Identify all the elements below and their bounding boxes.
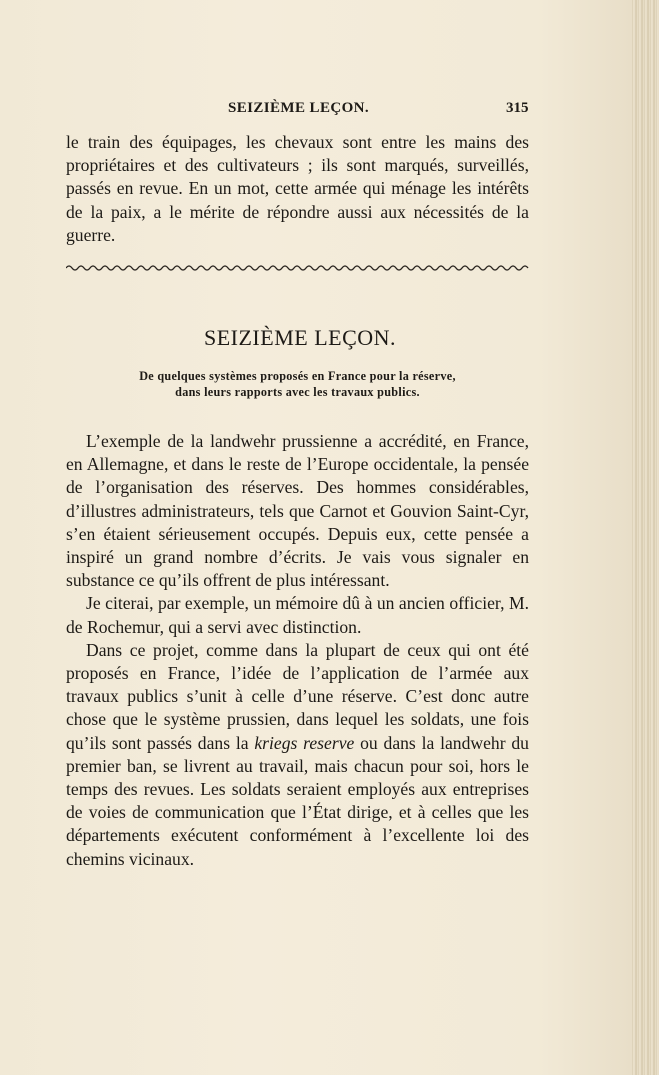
carryover-paragraph: le train des équipages, les chevaux sont entre les mains des propriétaires et des cultivateurs ; ils sont marqués, surveillés, passés en revue. En un mot, cette armée qui ménage les intérêts de la paix, a le mérite de répondre aussi aux nécessités de la guerre.	[66, 132, 529, 245]
paragraph-1: L’exemple de la landwehr prussienne a accrédité, en France, en Allemagne, et dans le reste de l’Europe occidentale, la pensée de l’organisation des réserves. Des hommes considérables, d’illustres administrateurs, tels que Carnot et Gouvion Saint-Cyr, s’en étaient sérieusement occupés. Depuis eux, cette pensée a inspiré un grand nombre d’écrits. Je vais vous signaler en substance ce qu’ils offrent de plus intéressant.	[66, 431, 529, 591]
chapter-title: SEIZIÈME LEÇON.	[203, 325, 397, 350]
carryover-paragraph-block	[66, 131, 529, 247]
page-header	[0, 100, 632, 122]
page-edge	[632, 0, 659, 1075]
main-text	[66, 430, 529, 871]
paragraph-2: Je citerai, par exemple, un mémoire dû à un ancien officier, M. de Rochemur, qui a servi avec distinction.	[66, 593, 529, 637]
ornamental-rule	[66, 263, 529, 273]
chapter-subtitle-line-1: De quelques systèmes proposés en France pour la réserve,	[139, 369, 456, 383]
paragraph-3	[66, 639, 529, 871]
page-number: 315	[506, 100, 529, 116]
paragraph-3-part-1: Dans ce projet, comme dans la plupart de ceux qui ont été proposés en France, l’idée de l’application de l’armée aux travaux publics s’unit à celle d’une réserve. C’est donc autre chose que le système prussien, dans lequel les soldats, une fois qu’ils sont passés dans la	[66, 639, 529, 753]
chapter-subtitle-line-2: dans leurs rapports avec les travaux publics.	[175, 385, 420, 399]
paragraph-3-part-2: ou dans la landwehr du premier ban, se livrent au travail, mais chacun pour soi, hors le temps des revues. Les soldats seraient employés aux entreprises de voies de communication que l’État dirige, et à celles que les départements exécutent conformément à l’excellente loi des chemins vicinaux.	[66, 732, 529, 869]
paragraph-3-italic: kriegs reserve	[254, 732, 355, 753]
chapter-subtitle	[66, 368, 529, 400]
running-head: SEIZIÈME LEÇON.	[228, 100, 370, 116]
